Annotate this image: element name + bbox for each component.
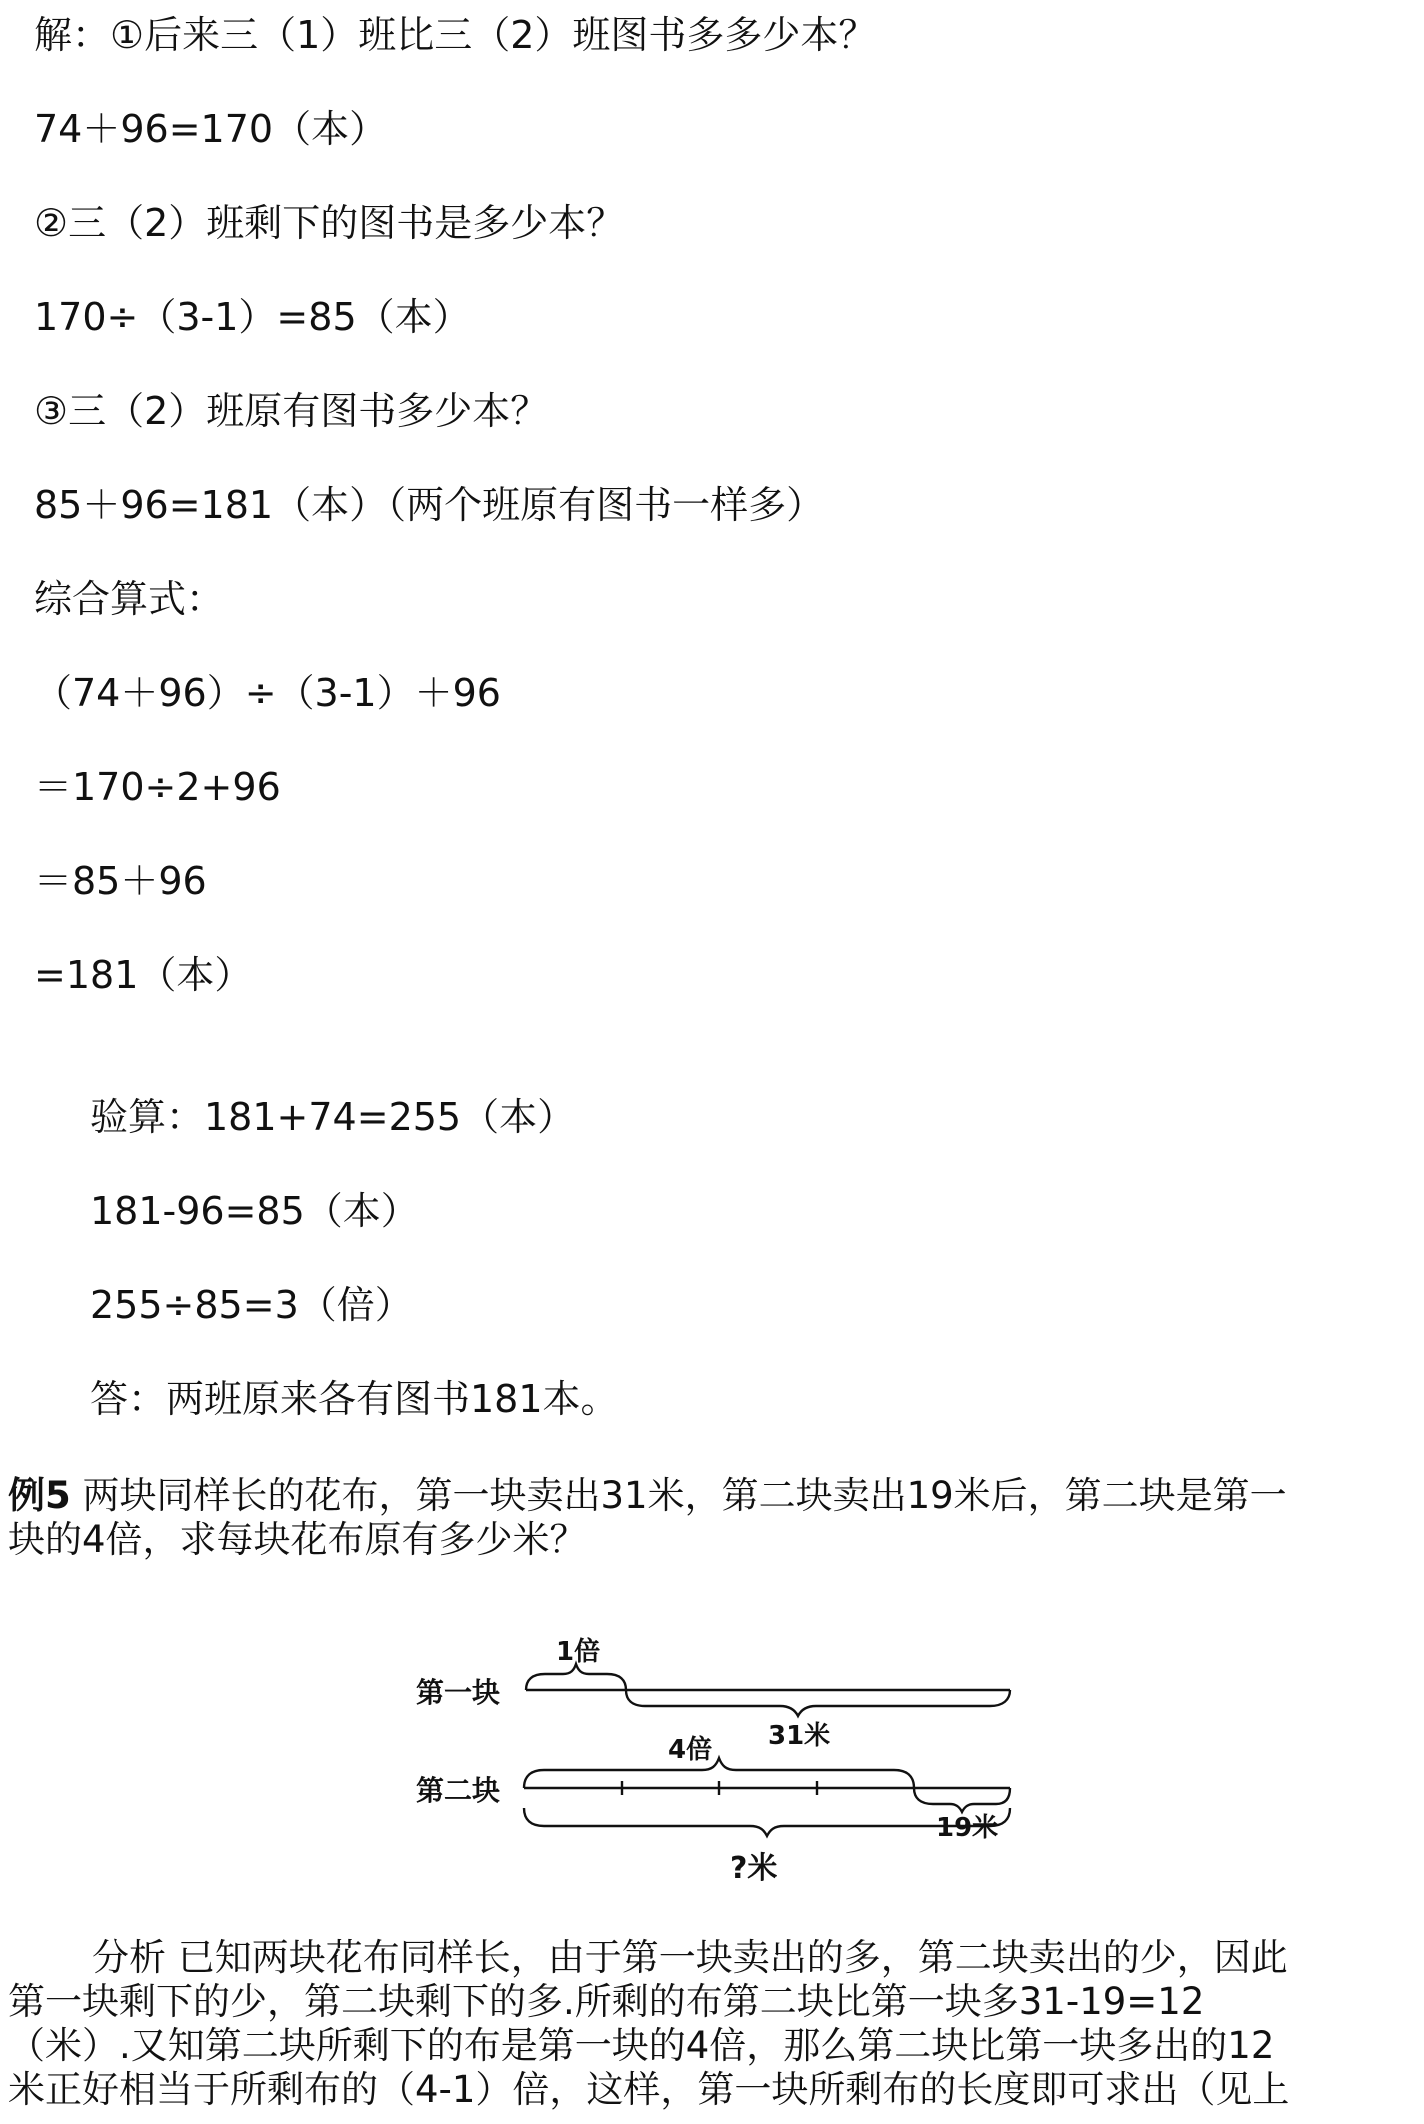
analysis-line-3: （米）.又知第二块所剩下的布是第一块的4倍，那么第二块比第一块多出的12 [8,2024,1275,2067]
check-line-1: 验算：181+74=255（本） [90,1095,576,1139]
example5-label: 例5 [8,1474,71,1517]
label-19mi: 19米 [936,1813,999,1843]
solution-line-2: 74＋96=170（本） [34,107,388,151]
analysis-line-4: 米正好相当于所剩布的（4-1）倍，这样，第一块所剩布的长度即可求出（见上 [8,2068,1290,2111]
solution-line-3: ②三（2）班剩下的图书是多少本？ [34,201,625,245]
row1-label: 第一块 [416,1676,501,1709]
solution-line-8: （74＋96）÷（3-1）＋96 [34,671,501,715]
solution-line-9: ＝170÷2+96 [34,765,281,809]
label-31mi: 31米 [768,1721,831,1751]
solution-line-5: ③三（2）班原有图书多少本？ [34,389,549,433]
solution-line-6: 85＋96=181（本）（两个班原有图书一样多） [34,483,825,527]
label-4bei: 4倍 [668,1735,713,1765]
solution-line-1: 解：①后来三（1）班比三（2）班图书多多少本？ [34,13,877,57]
example5-text-1: 两块同样长的花布，第一块卖出31米，第二块卖出19米后，第二块是第一 [82,1474,1287,1517]
brace-19mi [914,1788,1010,1812]
check-line-2: 181-96=85（本） [90,1189,419,1233]
answer-line: 答：两班原来各有图书181本。 [90,1377,619,1421]
check-line-3: 255÷85=3（倍） [90,1283,413,1327]
solution-line-10: ＝85＋96 [34,859,207,903]
label-total: ?米 [730,1851,778,1886]
analysis-line-1: 分析 已知两块花布同样长，由于第一块卖出的多，第二块卖出的少，因此 [92,1936,1288,1979]
row2-label: 第二块 [416,1774,501,1807]
brace-1bei [526,1664,626,1690]
solution-line-4: 170÷（3-1）=85（本） [34,295,471,339]
solution-line-7: 综合算式： [34,577,225,621]
label-1bei: 1倍 [556,1637,601,1667]
example5-line-2: 块的4倍，求每块花布原有多少米？ [8,1518,587,1561]
brace-31mi [626,1690,1010,1716]
solution-line-11: =181（本） [34,953,253,997]
analysis-line-2: 第一块剩下的少，第二块剩下的多.所剩的布第二块比第一块多31-19=12 [8,1980,1205,2023]
